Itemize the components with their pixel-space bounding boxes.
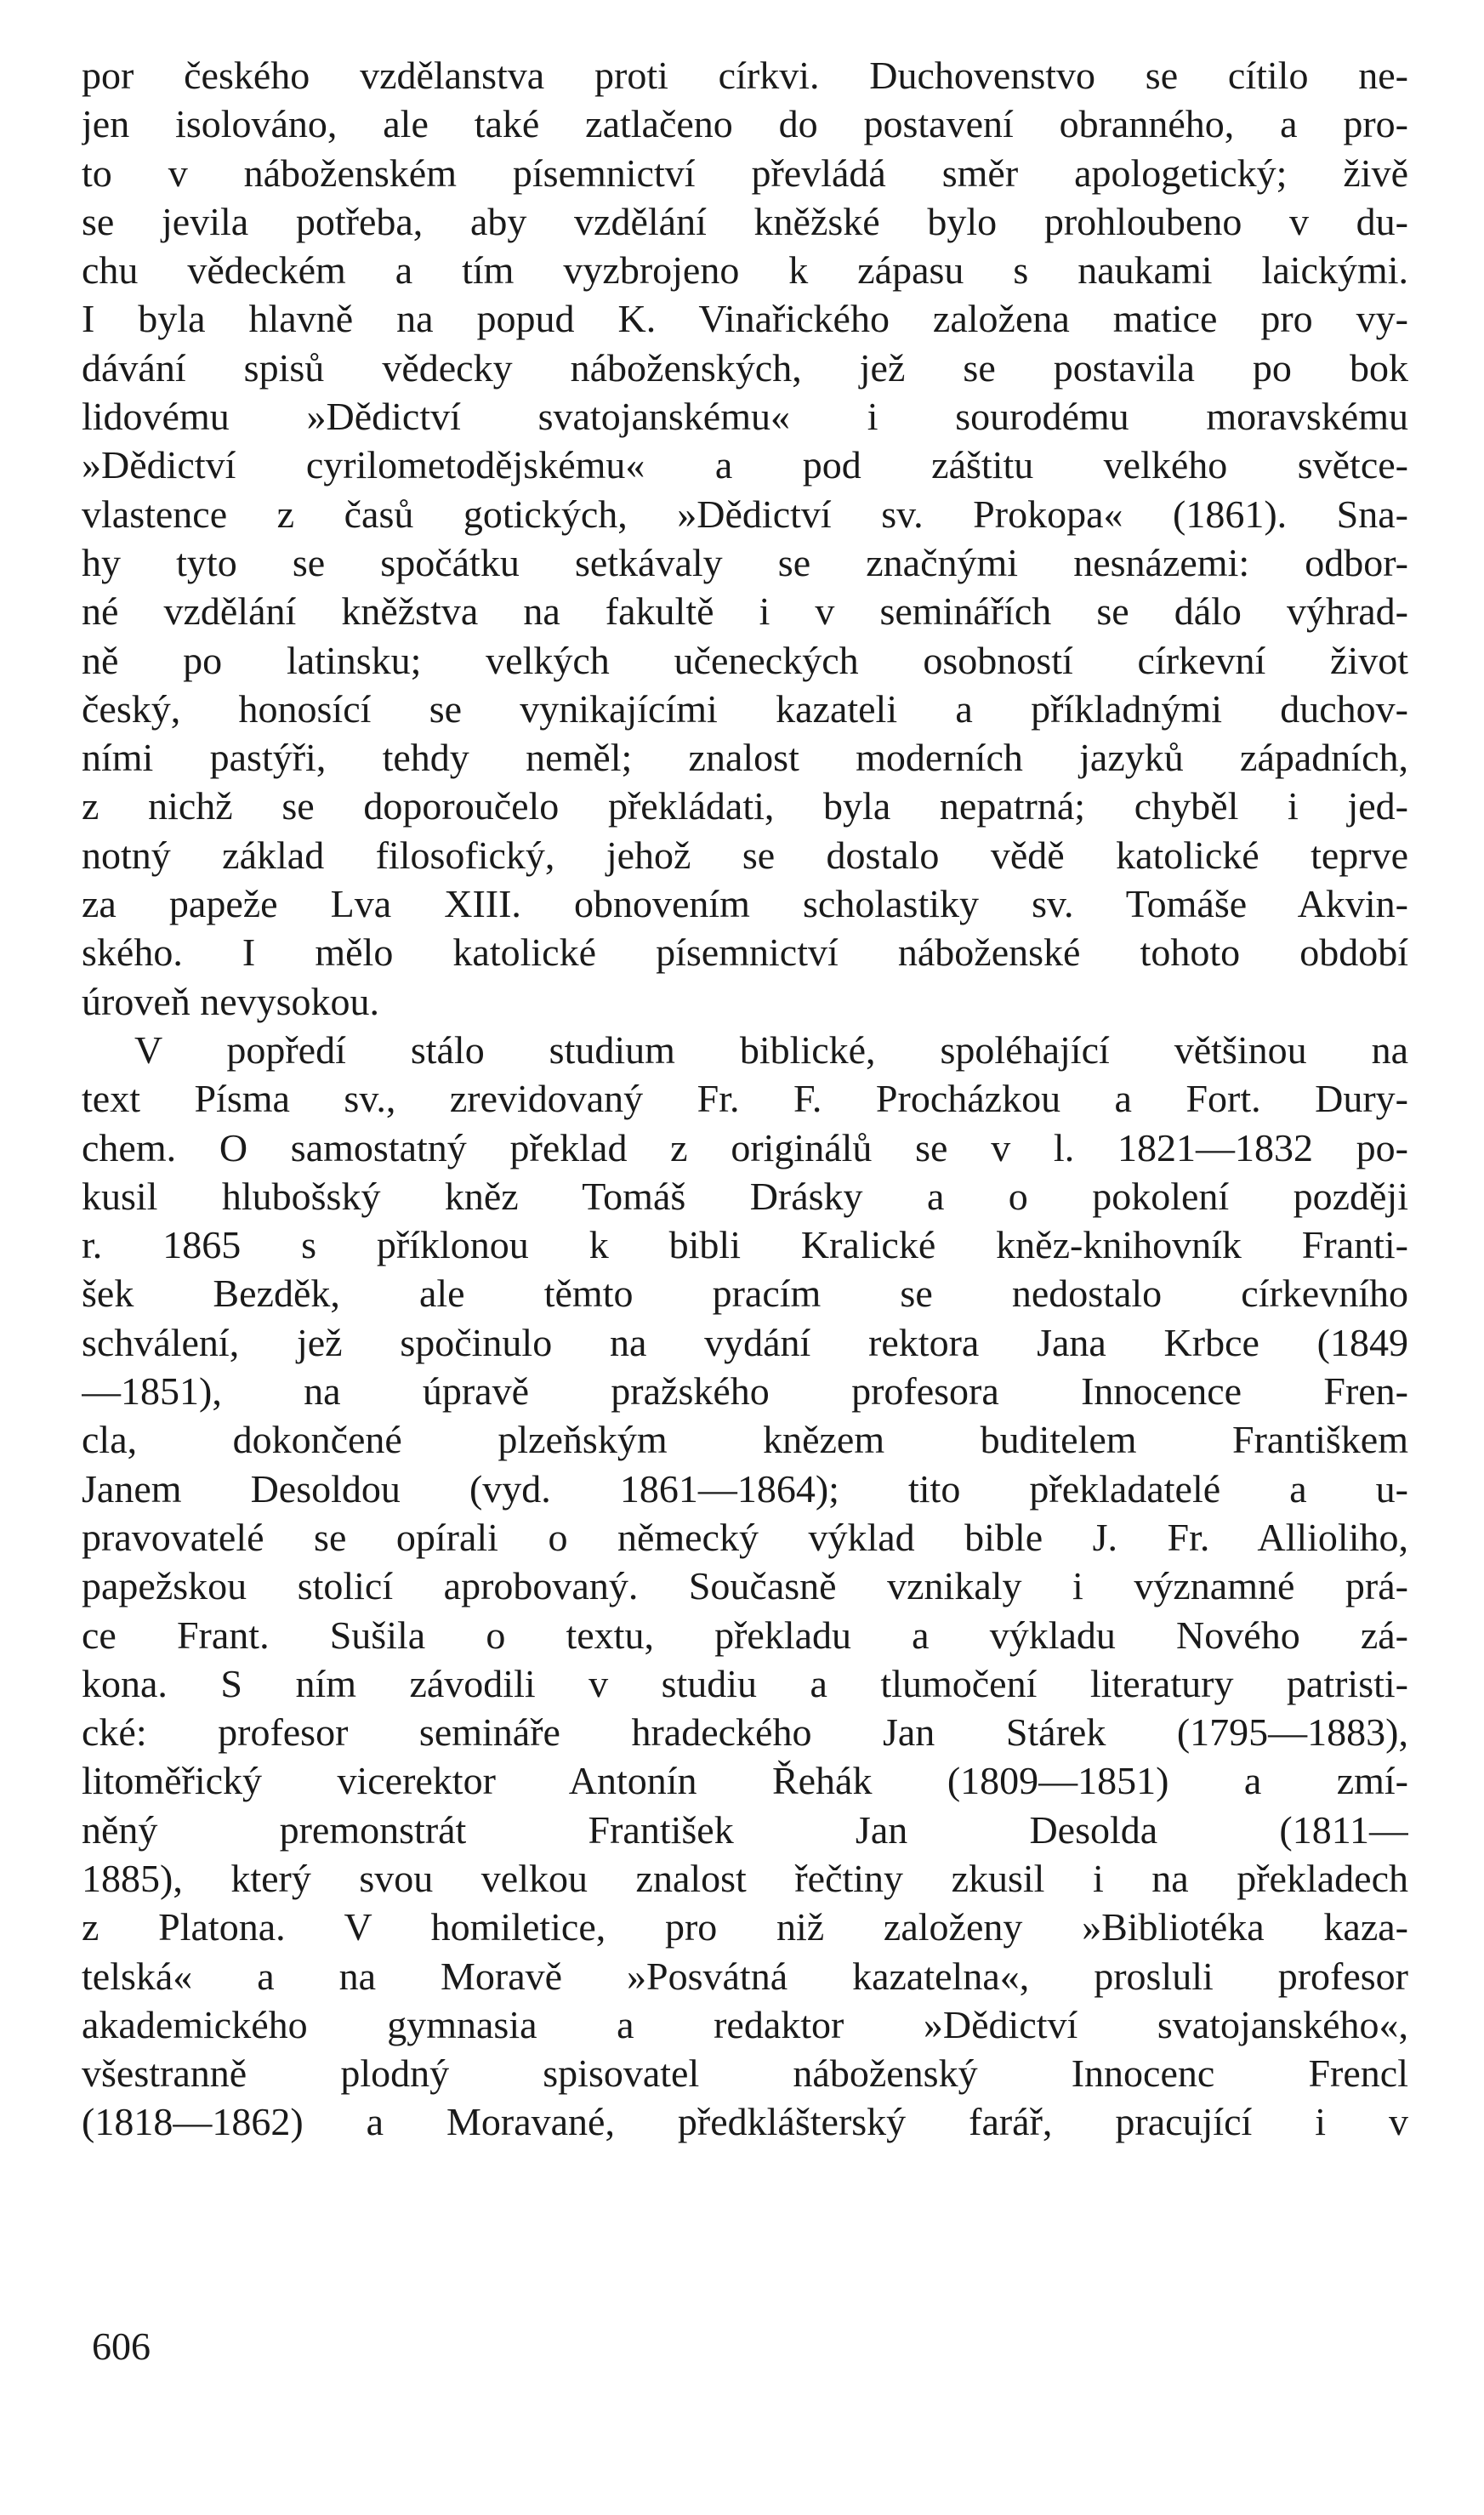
- text-line: vlastence z časů gotických, »Dědictví sv. Prokopa« (1861). Sna-: [82, 492, 1408, 536]
- text-line: telská« a na Moravě »Posvátná kazatelna«, prosluli profesor: [82, 1954, 1408, 1998]
- text-line: lidovému »Dědictví svatojanskému« i sourodému moravskému: [82, 395, 1408, 439]
- text-line: né vzdělání kněžstva na fakultě i v seminářích se dálo výhrad-: [82, 589, 1408, 634]
- text-line: ského. I mělo katolické písemnictví náboženské tohoto období: [82, 930, 1408, 975]
- text-line: papežskou stolicí aprobovaný. Současně vznikaly i významné prá-: [82, 1564, 1408, 1608]
- text-line: dávání spisů vědecky náboženských, jež se postavila po bok: [82, 345, 1408, 390]
- text-line: pravovatelé se opírali o německý výklad bible J. Fr. Allioliho,: [82, 1515, 1408, 1559]
- text-line: text Písma sv., zrevidovaný Fr. F. Procházkou a Fort. Dury-: [82, 1077, 1408, 1121]
- body-text: [82, 51, 1408, 2147]
- text-line: —1851), na úpravě pražského profesora Innocence Fren-: [82, 1369, 1408, 1414]
- text-line: I byla hlavně na popud K. Vinařického založena matice pro vy-: [82, 297, 1408, 341]
- text-line: r. 1865 s příklonou k bibli Kralické kněz-knihovník Franti-: [82, 1223, 1408, 1267]
- text-line: schválení, jež spočinulo na vydání rektora Jana Krbce (1849: [82, 1320, 1408, 1364]
- paragraph-end-line: úroveň nevysokou.: [82, 979, 380, 1023]
- text-line: kusil hlubošský kněz Tomáš Drásky a o pokolení později: [82, 1174, 1408, 1218]
- page-number: 606: [92, 2324, 151, 2368]
- text-line: akademického gymnasia a redaktor »Dědictví svatojanského«,: [82, 2002, 1408, 2046]
- text-line: »Dědictví cyrilometodějskému« a pod záštitu velkého světce-: [82, 443, 1408, 487]
- text-line: chem. O samostatný překlad z originálů se v l. 1821—1832 po-: [82, 1125, 1408, 1169]
- text-line: (1818—1862) a Moravané, předklášterský farář, pracující i v: [82, 2100, 1408, 2144]
- text-line: por českého vzdělanstva proti církvi. Duchovenstvo se cítilo ne-: [82, 54, 1408, 97]
- text-line: ně po latinsku; velkých učeneckých osobností církevní život: [82, 638, 1408, 682]
- text-line: notný základ filosofický, jehož se dostalo vědě katolické teprve: [82, 833, 1408, 877]
- text-line: ními pastýři, tehdy neměl; znalost moderních jazyků západních,: [82, 736, 1408, 780]
- text-line: ce Frant. Sušila o textu, překladu a výkladu Nového zá-: [82, 1613, 1408, 1657]
- text-line: chu vědeckém a tím vyzbrojeno k zápasu s naukami laickými.: [82, 248, 1408, 293]
- text-line: hy tyto se spočátku setkávaly se značnými nesnázemi: odbor-: [82, 540, 1408, 584]
- text-line: kona. S ním závodili v studiu a tlumočení literatury patristi-: [82, 1661, 1408, 1705]
- text-line: šek Bezděk, ale těmto pracím se nedostalo církevního: [82, 1272, 1408, 1316]
- text-line: jen isolováno, ale také zatlačeno do postavení obranného, a pro-: [82, 102, 1408, 146]
- text-line: z Platona. V homiletice, pro niž založeny »Bibliotéka kaza-: [82, 1905, 1408, 1949]
- text-line: za papeže Lva XIII. obnovením scholastiky sv. Tomáše Akvin-: [82, 882, 1408, 926]
- text-line: něný premonstrát František Jan Desolda (1811—: [82, 1807, 1408, 1852]
- text-line: z nichž se doporoučelo překládati, byla nepatrná; chyběl i jed-: [82, 784, 1408, 828]
- text-line: český, honosící se vynikajícími kazateli a příkladnými duchov-: [82, 686, 1408, 731]
- text-line: cké: profesor semináře hradeckého Jan Stárek (1795—1883),: [82, 1710, 1408, 1755]
- text-line: cla, dokončené plzeňským knězem buditelem Františkem: [82, 1418, 1408, 1462]
- paragraph-first-line: V popředí stálo studium biblické, spoléhající většinou na: [134, 1027, 1408, 1072]
- text-line: se jevila potřeba, aby vzdělání kněžské bylo prohloubeno v du-: [82, 199, 1408, 243]
- text-line: to v náboženském písemnictví převládá směr apologetický; živě: [82, 151, 1408, 195]
- text-line: Janem Desoldou (vyd. 1861—1864); tito překladatelé a u-: [82, 1466, 1408, 1511]
- text-line: litoměřický vicerektor Antonín Řehák (1809—1851) a zmí-: [82, 1759, 1408, 1803]
- text-line: 1885), který svou velkou znalost řečtiny zkusil i na překladech: [82, 1856, 1408, 1900]
- text-line: všestranně plodný spisovatel náboženský Innocenc Frencl: [82, 2051, 1408, 2096]
